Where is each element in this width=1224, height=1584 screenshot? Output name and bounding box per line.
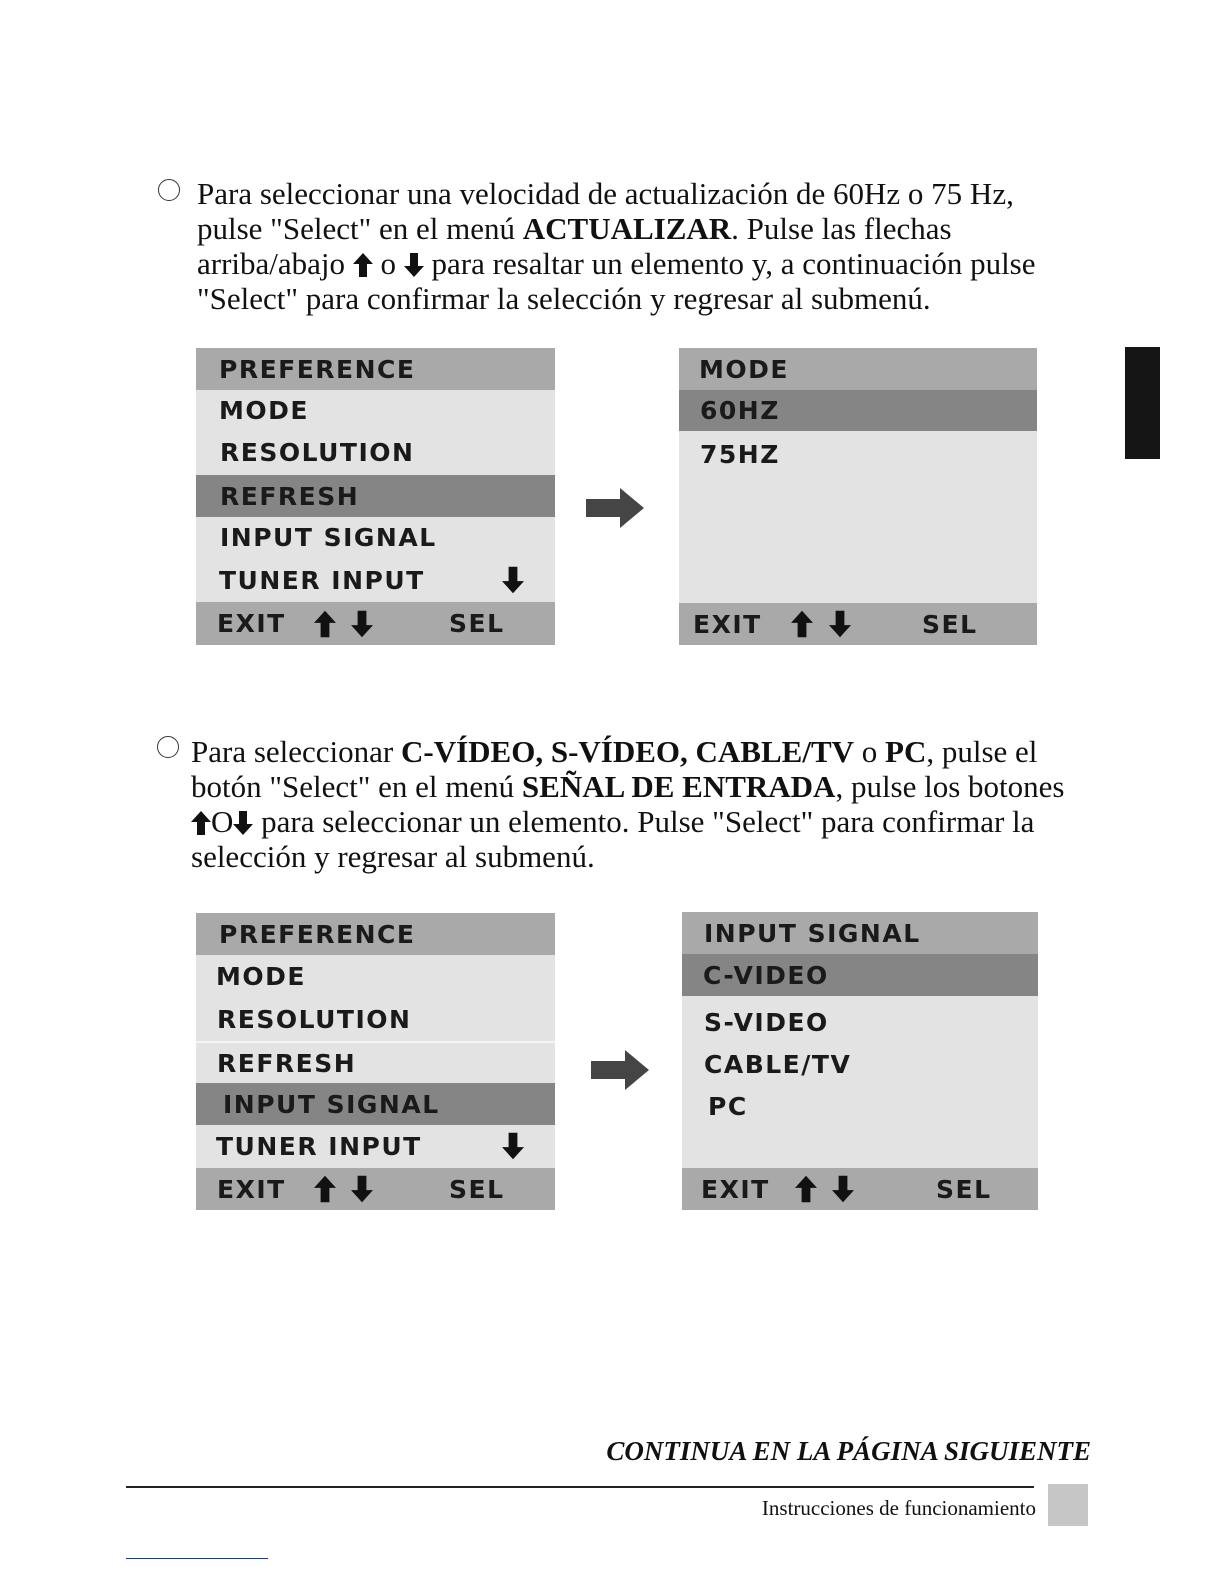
menu-item-tuner-input[interactable]: TUNER INPUT: [196, 1125, 555, 1167]
submenu-item-s-video[interactable]: S-VIDEO: [704, 1007, 829, 1037]
s1-line3: arriba/abajo o para resaltar un elemento y, a continuación pulse: [197, 246, 1036, 281]
menu-item-tuner-input[interactable]: TUNER INPUT: [196, 558, 555, 602]
bullet-circle-1: [158, 179, 180, 201]
down-arrow-icon: [351, 1175, 373, 1203]
menu-item-resolution[interactable]: RESOLUTION: [220, 437, 415, 467]
scroll-down-arrow-icon: [502, 1132, 524, 1160]
menu-item-mode[interactable]: MODE: [219, 395, 309, 425]
s2-line1: Para seleccionar C-VÍDEO, S-VÍDEO, CABLE/TV o PC, pulse el: [191, 734, 1038, 769]
submenu-title: MODE: [679, 348, 1037, 390]
footer-rule: [126, 1486, 1034, 1488]
input-signal-submenu: [682, 912, 1038, 1210]
menu-title: PREFERENCE: [196, 348, 555, 390]
up-arrow-icon: [314, 610, 336, 638]
sel-label[interactable]: SEL: [449, 1174, 505, 1204]
submenu-footer: [679, 603, 1037, 645]
up-arrow-icon: [791, 610, 813, 638]
exit-label[interactable]: EXIT: [217, 1174, 286, 1204]
scroll-down-arrow-icon: [502, 566, 524, 594]
submenu-footer: [682, 1168, 1038, 1210]
submenu-item-75hz[interactable]: 75HZ: [700, 439, 780, 469]
menu-item-refresh-selected[interactable]: REFRESH: [196, 475, 555, 517]
submenu-item-pc[interactable]: PC: [708, 1091, 748, 1121]
menu-footer: [196, 602, 555, 645]
manual-footer-title: Instrucciones de funcionamiento: [761, 1496, 1036, 1520]
preference-menu-refresh: [196, 348, 555, 645]
menu-item-mode[interactable]: MODE: [216, 961, 306, 991]
exit-label[interactable]: EXIT: [693, 609, 762, 639]
down-arrow-icon: [233, 811, 253, 835]
submenu-item-60hz-selected[interactable]: 60HZ: [679, 390, 1037, 431]
down-arrow-icon: [404, 253, 424, 277]
menu-item-resolution[interactable]: RESOLUTION: [217, 1004, 412, 1034]
bullet-circle-2: [157, 736, 179, 758]
right-arrow-icon: [591, 1050, 649, 1090]
up-arrow-icon: [795, 1175, 817, 1203]
s2-line2: botón "Select" en el menú SEÑAL DE ENTRADA, pulse los botones: [191, 769, 1065, 804]
preference-menu-input: [196, 913, 555, 1210]
sel-label[interactable]: SEL: [449, 609, 505, 638]
sel-label[interactable]: SEL: [922, 609, 978, 639]
exit-label[interactable]: EXIT: [701, 1174, 770, 1204]
s2-line3: O para seleccionar un elemento. Pulse "Select" para confirmar la: [191, 804, 1065, 839]
exit-label[interactable]: EXIT: [217, 609, 286, 638]
page-number-box: [1048, 1484, 1088, 1526]
submenu-title: INPUT SIGNAL: [682, 912, 1038, 954]
up-arrow-icon: [353, 253, 373, 277]
section-tab-marker: [1125, 347, 1160, 459]
section1-paragraph: [197, 176, 1036, 316]
menu-item-refresh[interactable]: REFRESH: [196, 1041, 555, 1083]
bottom-rule: [126, 1558, 268, 1559]
sel-label[interactable]: SEL: [936, 1174, 992, 1204]
down-arrow-icon: [351, 610, 373, 638]
up-arrow-icon: [191, 811, 211, 835]
mode-submenu: [679, 348, 1037, 645]
menu-footer: [196, 1168, 555, 1210]
s1-line2: pulse "Select" en el menú ACTUALIZAR. Pulse las flechas: [197, 211, 952, 246]
down-arrow-icon: [832, 1175, 854, 1203]
s1-line4: "Select" para confirmar la selección y regresar al submenú.: [197, 281, 931, 316]
s2-line4: selección y regresar al submenú.: [191, 839, 595, 874]
continue-next-page: CONTINUA EN LA PÁGINA SIGUIENTE: [606, 1436, 1091, 1466]
s1-line1: Para seleccionar una velocidad de actualización de 60Hz o 75 Hz,: [197, 176, 1014, 211]
menu-item-input-signal[interactable]: INPUT SIGNAL: [220, 522, 437, 552]
section2-paragraph: [191, 734, 1065, 874]
down-arrow-icon: [829, 610, 851, 638]
right-arrow-icon: [586, 488, 644, 528]
menu-title: PREFERENCE: [196, 913, 555, 955]
submenu-item-cable-tv[interactable]: CABLE/TV: [704, 1049, 852, 1079]
up-arrow-icon: [314, 1175, 336, 1203]
menu-item-input-signal-selected[interactable]: INPUT SIGNAL: [196, 1083, 555, 1125]
submenu-item-c-video-selected[interactable]: C-VIDEO: [682, 954, 1038, 996]
